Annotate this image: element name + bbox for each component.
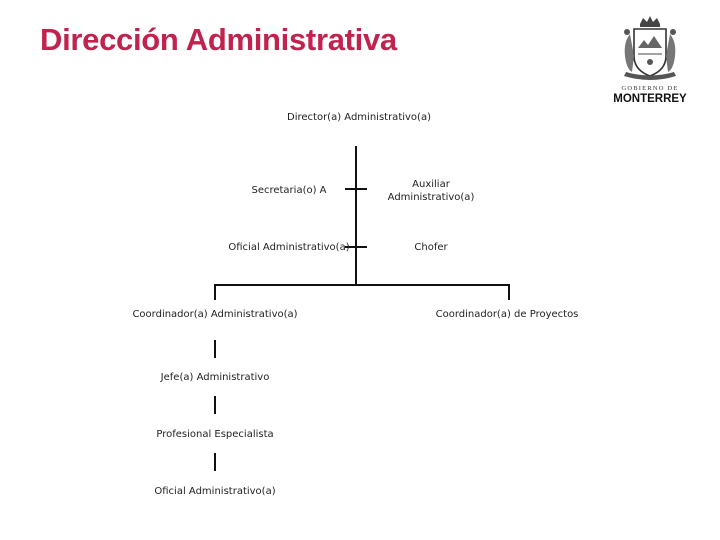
- coat-of-arms-icon: [610, 14, 690, 84]
- node-auxiliar-administrativo-label: Auxiliar Administrativo(a): [387, 179, 475, 203]
- logo-line1: GOBIERNO DE: [621, 85, 679, 92]
- node-secretaria: Secretaria(o) A: [251, 185, 327, 196]
- director-vertical-connector: [355, 146, 357, 285]
- node-jefe-administrativo: Jefe(a) Administrativo: [160, 372, 270, 383]
- node-oficial-administrativo-chain: Oficial Administrativo(a): [154, 486, 276, 497]
- node-profesional-especialista: Profesional Especialista: [156, 429, 274, 440]
- chain-connector-1: [214, 340, 216, 358]
- node-director: Director(a) Administrativo(a): [287, 112, 431, 123]
- chain-connector-3: [214, 453, 216, 471]
- staff-tick-secretaria: [345, 188, 367, 190]
- coordinators-horizontal-connector: [214, 284, 510, 286]
- logo-line2: MONTERREY: [613, 93, 687, 105]
- monterrey-logo: [610, 14, 690, 106]
- node-auxiliar-administrativo: [376, 178, 486, 204]
- node-coordinador-proyectos: Coordinador(a) de Proyectos: [435, 309, 579, 320]
- left-coordinator-drop: [214, 284, 216, 300]
- chain-connector-2: [214, 396, 216, 414]
- right-coordinator-drop: [508, 284, 510, 300]
- node-coordinador-administrativo: Coordinador(a) Administrativo(a): [132, 309, 298, 320]
- node-chofer: Chofer: [414, 242, 448, 253]
- node-oficial-administrativo: Oficial Administrativo(a): [228, 242, 350, 253]
- page-title: Dirección Administrativa: [40, 22, 397, 57]
